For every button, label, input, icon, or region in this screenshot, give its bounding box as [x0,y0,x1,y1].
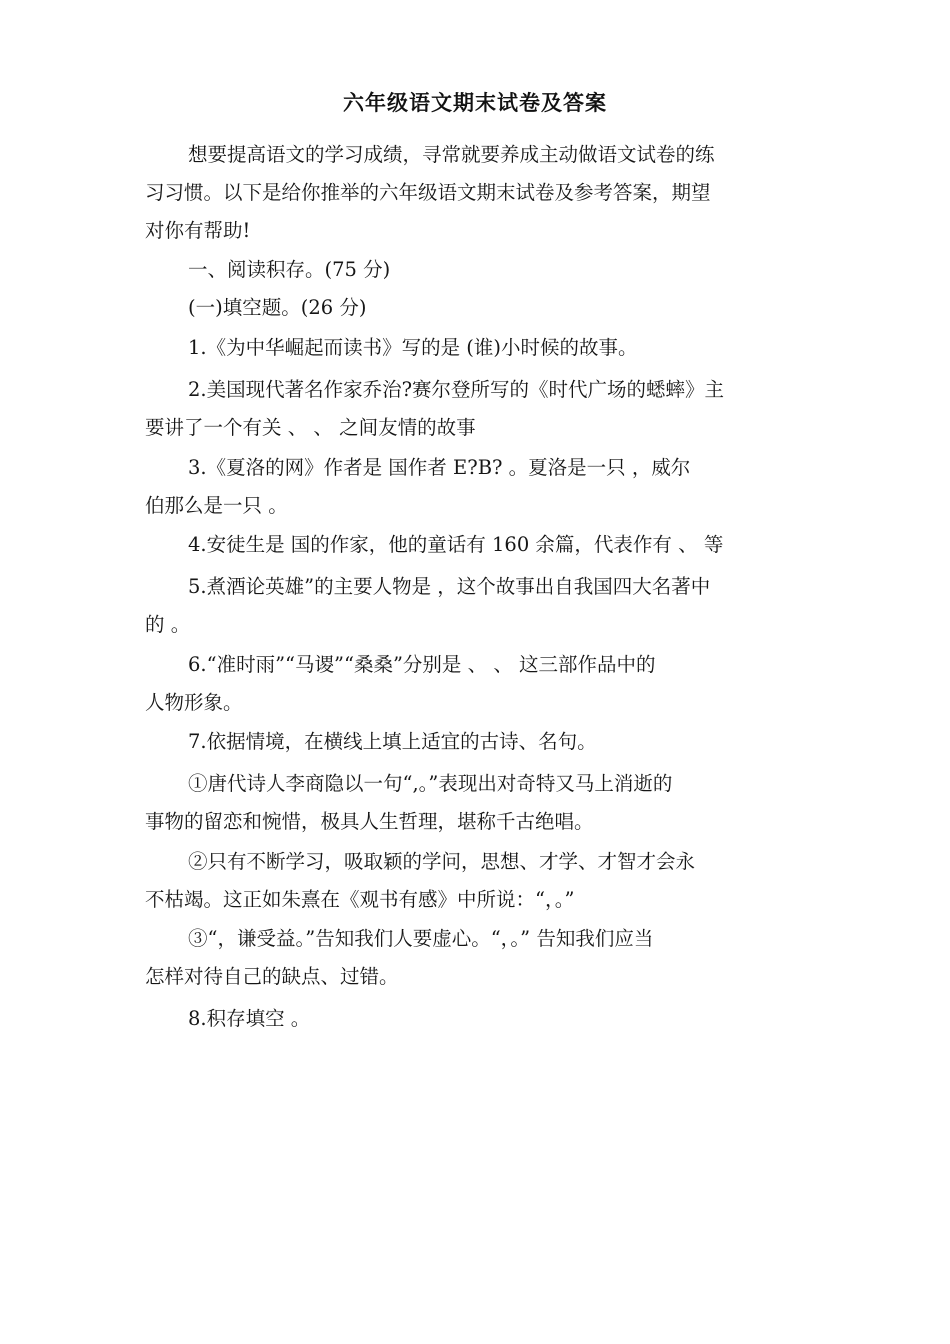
question-5-line-1: 5.煮酒论英雄”的主要人物是 ，这个故事出自我国四大名著中 [188,575,711,598]
question-5-line-2: 的 。 [145,613,191,636]
question-7-item-2-line-1: ②只有不断学习，吸取颖的学问，思想、才学、才智才会永 [188,850,696,873]
question-7-item-2-line-2: 不枯竭。这正如朱熹在《观书有感》中所说：“，。” [145,888,575,911]
question-6-line-2: 人物形象。 [145,691,243,714]
question-2-line-1: 2.美国现代著名作家乔治?赛尔登所写的《时代广场的蟋蟀》主 [188,378,725,401]
question-7: 7.依据情境，在横线上填上适宜的古诗、名句。 [188,730,597,753]
subsection-heading: (一)填空题。(26 分) [188,296,367,319]
question-6-line-1: 6.“准时雨”“马谡”“桑桑”分别是 、 、 这三部作品中的 [188,653,656,676]
question-1: 1.《为中华崛起而读书》写的是 (谁)小时候的故事。 [188,336,638,359]
intro-line-2: 习习惯。以下是给你推举的六年级语文期末试卷及参考答案，期望 [145,181,711,204]
question-3-line-2: 伯那么是一只 。 [145,494,288,517]
question-3-line-1: 3.《夏洛的网》作者是 国作者 E?B? 。夏洛是一只 ，威尔 [188,456,691,479]
question-2-line-2: 要讲了一个有关 、 、 之间友情的故事 [145,416,476,439]
question-7-item-3-line-2: 怎样对待自己的缺点、过错。 [145,965,399,988]
question-7-item-1-line-2: 事物的留恋和惋惜，极具人生哲理，堪称千古绝唱。 [145,810,594,833]
intro-line-3: 对你有帮助! [145,219,251,242]
section-heading: 一、阅读积存。(75 分) [188,258,391,281]
question-7-item-1-line-1: ①唐代诗人李商隐以一句“,。”表现出对奇特又马上消逝的 [188,772,673,795]
intro-line-1: 想要提高语文的学习成绩，寻常就要养成主动做语文试卷的练 [188,143,715,166]
question-4: 4.安徒生是 国的作家，他的童话有 160 余篇，代表作有 、 等 [188,533,724,556]
question-8: 8.积存填空 。 [188,1007,311,1030]
document-title: 六年级语文期末试卷及答案 [343,90,607,115]
question-7-item-3-line-1: ③“，谦受益。”告知我们人要虚心。“，。” 告知我们应当 [188,927,654,950]
